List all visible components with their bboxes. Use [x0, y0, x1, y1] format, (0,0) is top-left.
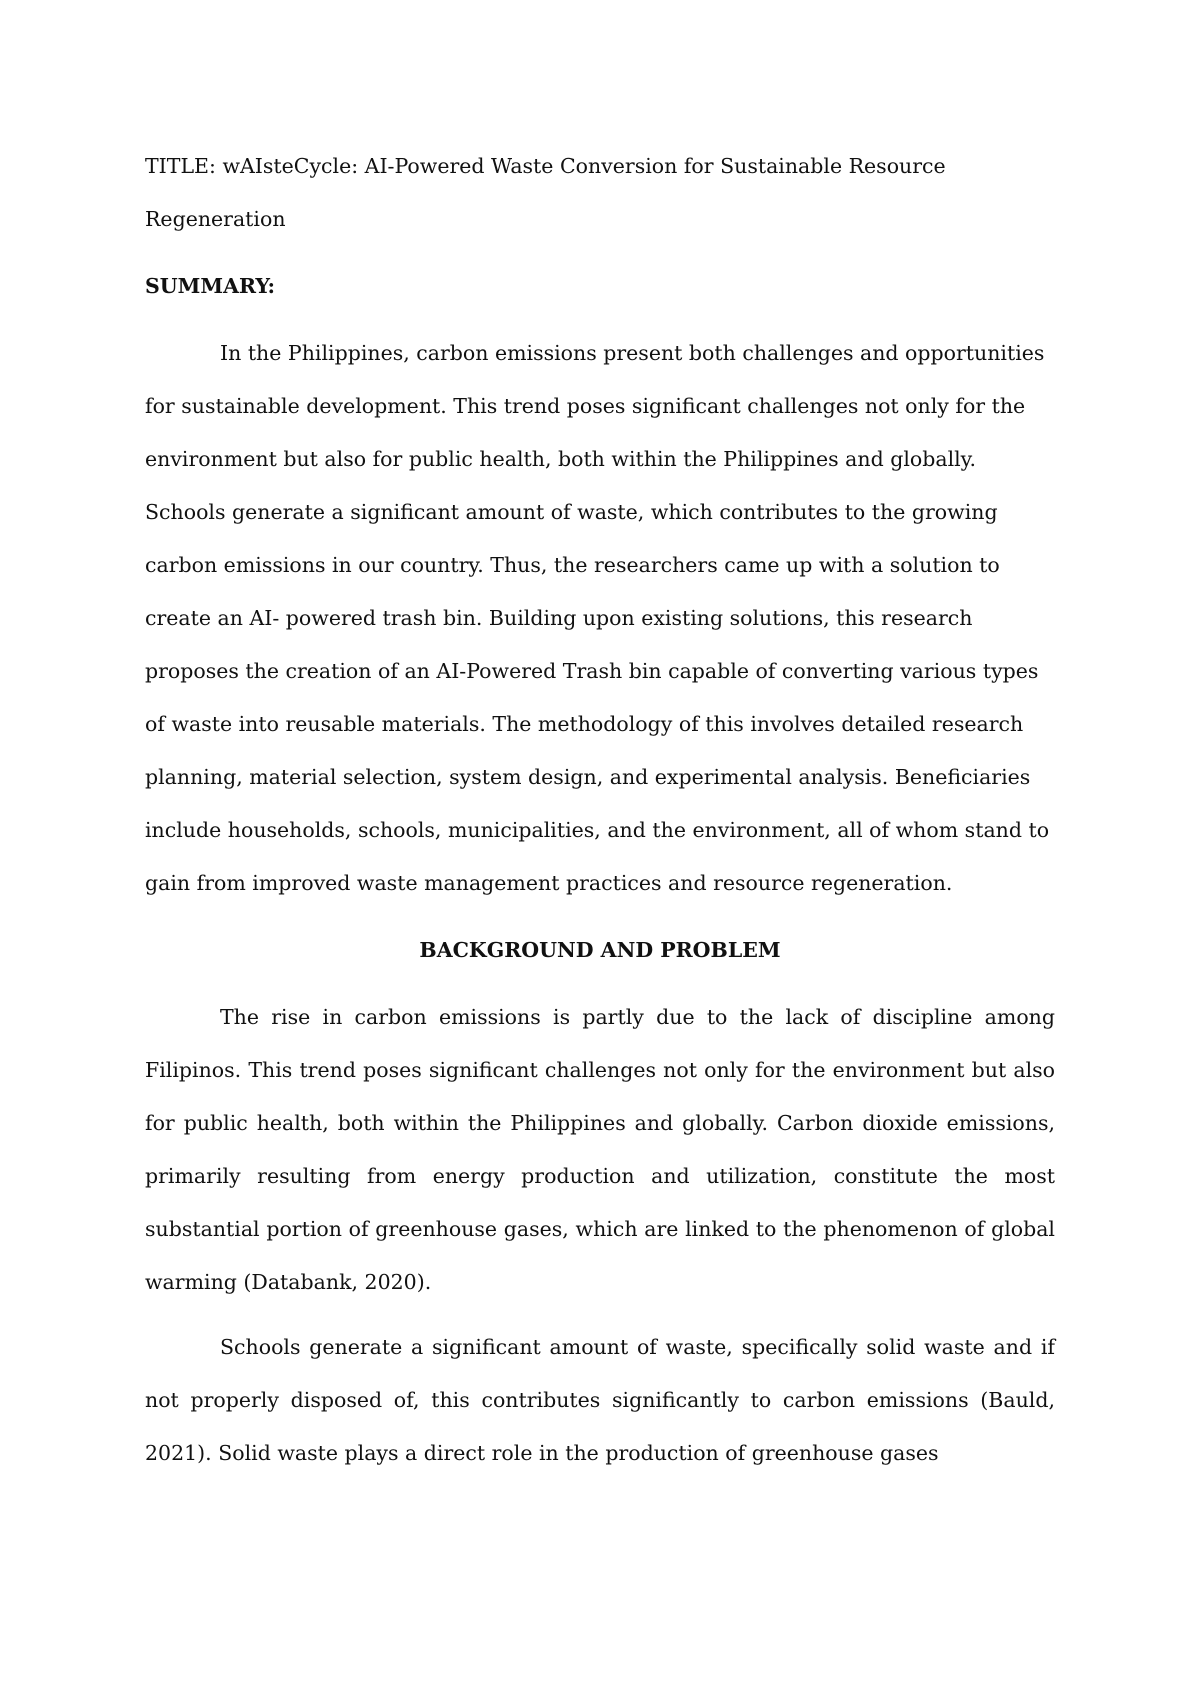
document-title: TITLE: wAIsteCycle: AI-Powered Waste Conversion for Sustainable Resource Regeneration — [145, 154, 946, 231]
background-paragraph-1: The rise in carbon emissions is partly due to the lack of discipline among Filipinos. This trend poses significant challenges not only for the environment but also for public health, both within the Philippines and globally. Carbon dioxide emissions, primarily resulting from energy production and utilization, constitute the most substantial portion of greenhouse gases, which are linked to the phenomenon of global warming (Databank, 2020). — [145, 1005, 1055, 1294]
background-paragraph-2: Schools generate a significant amount of waste, specifically solid waste and if not properly disposed of, this contributes significantly to carbon emissions (Bauld, 2021). Solid waste plays a direct role in the production of greenhouse gases — [145, 1335, 1055, 1465]
summary-label: SUMMARY: — [145, 274, 276, 298]
background-heading: BACKGROUND AND PROBLEM — [419, 938, 781, 962]
summary-paragraph: In the Philippines, carbon emissions present both challenges and opportunities for sustainable development. This trend poses significant challenges not only for the environment but also for public health, both within the Philippines and globally. Schools generate a significant amount of waste, which contributes to the growing carbon emissions in our country. Thus, the researchers came up with a solution to create an AI- powered trash bin. Building upon existing solutions, this research proposes the creation of an AI-Powered Trash bin capable of converting various types of waste into reusable materials. The methodology of this involves detailed research planning, material selection, system design, and experimental analysis. Beneficiaries include households, schools, municipalities, and the environment, all of whom stand to gain from improved waste management practices and resource regeneration. — [145, 341, 1050, 895]
